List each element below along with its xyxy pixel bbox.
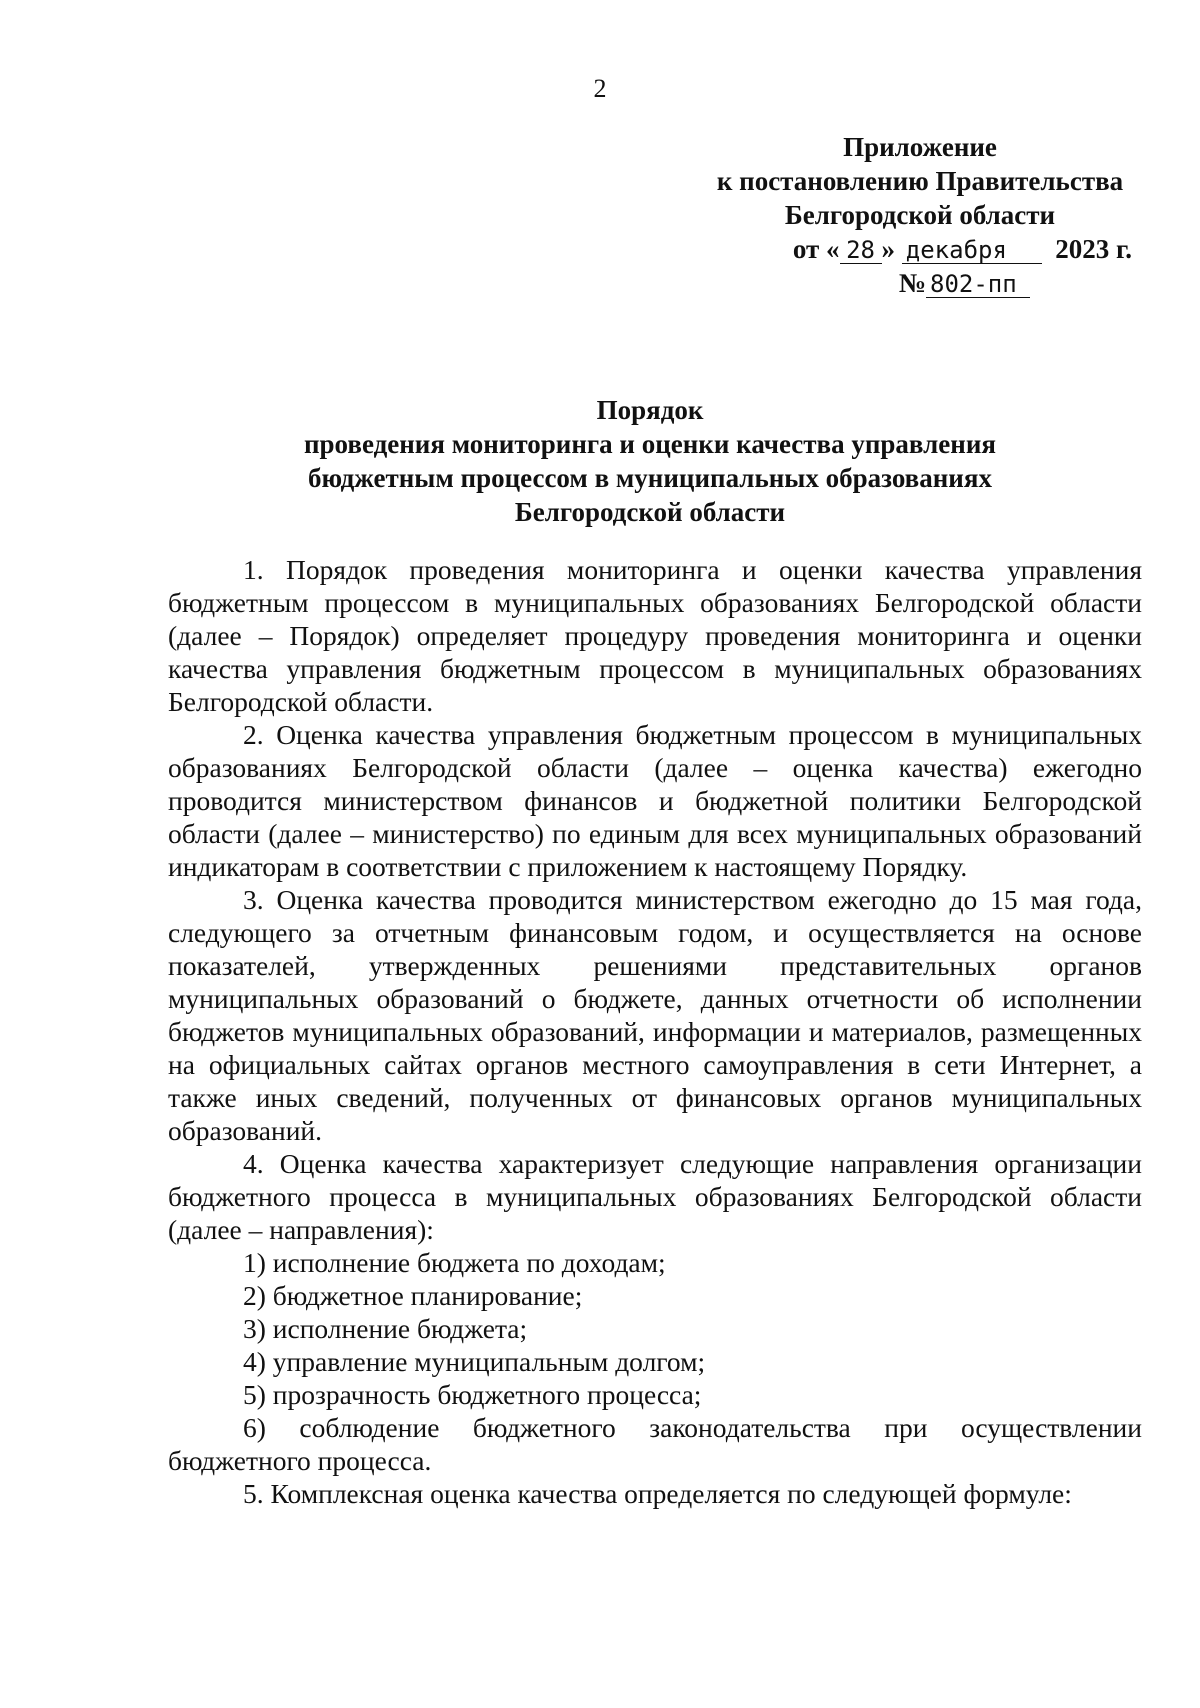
paragraph-5: 5. Комплексная оценка качества определяется по следующей формуле: (243, 1478, 1072, 1509)
date-month: декабря (902, 237, 1042, 264)
paragraph-4: 4. Оценка качества характеризует следующие направления организации бюджетного процесса в муниципальных образованиях Белгородской области (далее – направления): (168, 1148, 1142, 1245)
document-body (168, 553, 1142, 1510)
document-title (170, 393, 1130, 529)
number-prefix: № (898, 268, 926, 298)
paragraph-1: 1. Порядок проведения мониторинга и оценки качества управления бюджетным процессом в муниципальных образованиях Белгородской области (далее – Порядок) определяет процедуру проведения мониторинга и оценки качества управления бюджетным процессом в муниципальных образованиях Белгородской области. (168, 554, 1142, 717)
date-year: 2023 г. (1055, 234, 1132, 264)
list-item: 4) управление муниципальным долгом; (243, 1346, 706, 1377)
date-mid: » (881, 234, 896, 264)
list-item: 3) исполнение бюджета; (243, 1313, 528, 1344)
title-line-3: бюджетным процессом в муниципальных образованиях (308, 463, 992, 493)
appendix-number-line (690, 266, 1150, 300)
list-item: 1) исполнение бюджета по доходам; (243, 1247, 666, 1278)
list-item: 5) прозрачность бюджетного процесса; (243, 1379, 702, 1410)
paragraph-2: 2. Оценка качества управления бюджетным процессом в муниципальных образованиях Белгородской области (далее – оценка качества) ежегодно проводится министерством финансов и бюджетной политики Белгородской области (далее – министерство) по единым для всех муниципальных образований индикаторам в соответствии с приложением к настоящему Порядку. (168, 719, 1142, 882)
appendix-resolution-line: к постановлению Правительства (716, 166, 1124, 196)
appendix-date-line (690, 232, 1150, 266)
date-day: 28 (840, 237, 882, 264)
date-prefix: от « (792, 234, 840, 264)
appendix-region-line: Белгородской области (784, 200, 1056, 230)
list-item: 2) бюджетное планирование; (243, 1280, 583, 1311)
list-item: 6) соблюдение бюджетного законодательства при осуществлении бюджетного процесса. (168, 1412, 1142, 1476)
page-number: 2 (593, 74, 607, 103)
paragraph-3: 3. Оценка качества проводится министерством ежегодно до 15 мая года, следующего за отчетным финансовым годом, и осуществляется на основе показателей, утвержденных решениями представительных органов муниципальных образований о бюджете, данных отчетности об исполнении бюджетов муниципальных образований, информации и материалов, размещенных на официальных сайтах органов местного самоуправления в сети Интернет, а также иных сведений, полученных от финансовых органов муниципальных образований. (168, 884, 1142, 1146)
document-number: 802-пп (926, 271, 1030, 298)
title-line-1: Порядок (596, 395, 704, 425)
appendix-title: Приложение (843, 132, 997, 162)
title-line-2: проведения мониторинга и оценки качества управления (303, 429, 997, 459)
appendix-header (690, 130, 1150, 300)
title-line-4: Белгородской области (514, 497, 786, 527)
